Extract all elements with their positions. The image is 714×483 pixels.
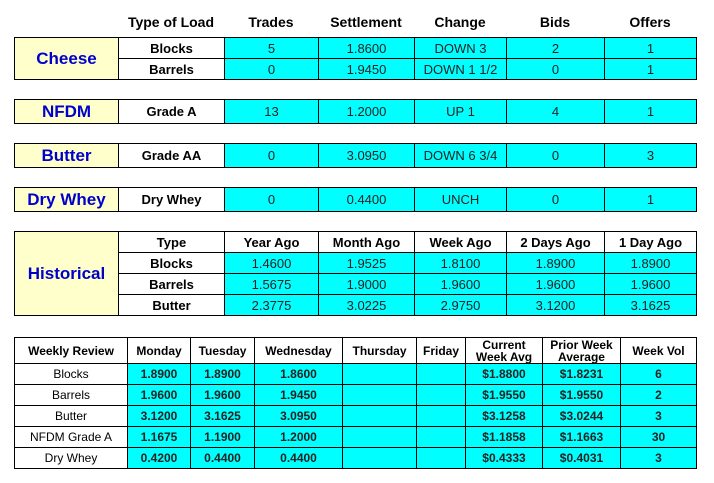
weekly-col-monday: Monday	[128, 338, 191, 364]
weekly-cell: $1.8800	[466, 364, 543, 385]
historical-col-type: Type	[119, 232, 225, 253]
weekly-cell	[343, 364, 417, 385]
weekly-cell: 1.9600	[128, 385, 191, 406]
nfdm-bids: 4	[507, 100, 605, 124]
weekly-cell	[343, 406, 417, 427]
historical-cell: 1.9000	[319, 274, 415, 295]
weekly-cell: $0.4031	[543, 448, 621, 469]
butter-type: Grade AA	[119, 144, 225, 168]
historical-butter-type: Butter	[119, 295, 225, 316]
cheese-blocks-type: Blocks	[119, 38, 225, 59]
weekly-cell: $1.9550	[543, 385, 621, 406]
historical-cell: 3.1200	[507, 295, 605, 316]
cheese-blocks-offers: 1	[605, 38, 697, 59]
weekly-cell: 3	[621, 448, 697, 469]
weekly-cell: 1.1675	[128, 427, 191, 448]
weekly-cell	[417, 364, 466, 385]
weekly-cell: $1.8231	[543, 364, 621, 385]
weekly-cell: $0.4333	[466, 448, 543, 469]
weekly-cell: 1.9450	[255, 385, 343, 406]
weekly-cell: 1.9600	[191, 385, 255, 406]
header-offers: Offers	[629, 14, 671, 30]
weekly-cell: 0.4200	[128, 448, 191, 469]
weekly-col-prior-week-average: Prior Week Average	[543, 338, 621, 364]
cheese-barrels-trades: 0	[225, 59, 319, 80]
whey-type: Dry Whey	[119, 188, 225, 212]
historical-barrels-type: Barrels	[119, 274, 225, 295]
weekly-cell: 3.0950	[255, 406, 343, 427]
weekly-col-thursday: Thursday	[343, 338, 417, 364]
cheese-blocks-change: DOWN 3	[415, 38, 507, 59]
nfdm-settlement: 1.2000	[319, 100, 415, 124]
nfdm-label: NFDM	[15, 100, 119, 124]
nfdm-trades: 13	[225, 100, 319, 124]
header-settlement: Settlement	[330, 14, 402, 30]
weekly-cell: 0.4400	[191, 448, 255, 469]
historical-col-year-ago: Year Ago	[225, 232, 319, 253]
header-bids: Bids	[539, 14, 571, 30]
weekly-cell	[343, 385, 417, 406]
weekly-cell	[343, 427, 417, 448]
cheese-blocks-bids: 2	[507, 38, 605, 59]
whey-offers: 1	[605, 188, 697, 212]
weekly-col-friday: Friday	[417, 338, 466, 364]
whey-trades: 0	[225, 188, 319, 212]
header-type-of-load: Type of Load	[127, 14, 215, 30]
header-change: Change	[434, 14, 486, 30]
weekly-cell: 30	[621, 427, 697, 448]
historical-col-2-days-ago: 2 Days Ago	[507, 232, 605, 253]
weekly-cell: $1.1858	[466, 427, 543, 448]
butter-bids: 0	[507, 144, 605, 168]
weekly-cell	[417, 385, 466, 406]
nfdm-type: Grade A	[119, 100, 225, 124]
header-trades: Trades	[248, 14, 294, 30]
weekly-row-label: Butter	[15, 406, 128, 427]
historical-col-month-ago: Month Ago	[319, 232, 415, 253]
weekly-col-tuesday: Tuesday	[191, 338, 255, 364]
butter-trades: 0	[225, 144, 319, 168]
cheese-blocks-trades: 5	[225, 38, 319, 59]
cheese-blocks-settlement: 1.8600	[319, 38, 415, 59]
weekly-cell	[417, 406, 466, 427]
butter-settlement: 3.0950	[319, 144, 415, 168]
weekly-col-wednesday: Wednesday	[255, 338, 343, 364]
nfdm-offers: 1	[605, 100, 697, 124]
weekly-row-label: Dry Whey	[15, 448, 128, 469]
nfdm-change: UP 1	[415, 100, 507, 124]
weekly-cell: 3.1625	[191, 406, 255, 427]
weekly-cell: 1.8900	[128, 364, 191, 385]
weekly-cell: $3.1258	[466, 406, 543, 427]
historical-col-1-day-ago: 1 Day Ago	[605, 232, 697, 253]
cheese-table	[14, 37, 697, 80]
weekly-col-current-week-avg: Current Week Avg	[466, 338, 543, 364]
historical-cell: 1.9600	[507, 274, 605, 295]
weekly-cell	[417, 448, 466, 469]
weekly-col-week-vol: Week Vol	[621, 338, 697, 364]
weekly-cell: 1.8600	[255, 364, 343, 385]
whey-settlement: 0.4400	[319, 188, 415, 212]
weekly-cell: 2	[621, 385, 697, 406]
cheese-barrels-settlement: 1.9450	[319, 59, 415, 80]
weekly-cell: 3.1200	[128, 406, 191, 427]
whey-bids: 0	[507, 188, 605, 212]
historical-cell: 1.4600	[225, 253, 319, 274]
historical-cell: 1.8900	[507, 253, 605, 274]
whey-table	[14, 187, 697, 212]
historical-cell: 1.5675	[225, 274, 319, 295]
cheese-barrels-bids: 0	[507, 59, 605, 80]
historical-cell: 2.3775	[225, 295, 319, 316]
weekly-cell: 1.1900	[191, 427, 255, 448]
butter-change: DOWN 6 3/4	[415, 144, 507, 168]
weekly-cell	[417, 427, 466, 448]
historical-label: Historical	[15, 232, 119, 316]
historical-cell: 1.8100	[415, 253, 507, 274]
weekly-row-label: Blocks	[15, 364, 128, 385]
cheese-barrels-change: DOWN 1 1/2	[415, 59, 507, 80]
butter-label: Butter	[15, 144, 119, 168]
butter-offers: 3	[605, 144, 697, 168]
historical-cell: 1.9600	[605, 274, 697, 295]
historical-table	[14, 231, 697, 316]
weekly-row-label: Barrels	[15, 385, 128, 406]
historical-col-week-ago: Week Ago	[415, 232, 507, 253]
historical-cell: 2.9750	[415, 295, 507, 316]
historical-cell: 1.9600	[415, 274, 507, 295]
whey-change: UNCH	[415, 188, 507, 212]
weekly-cell: 6	[621, 364, 697, 385]
weekly-cell: 1.2000	[255, 427, 343, 448]
historical-cell: 3.1625	[605, 295, 697, 316]
cheese-barrels-offers: 1	[605, 59, 697, 80]
historical-cell: 1.8900	[605, 253, 697, 274]
weekly-cell	[343, 448, 417, 469]
whey-label: Dry Whey	[15, 188, 119, 212]
weekly-cell: $1.9550	[466, 385, 543, 406]
weekly-cell: 0.4400	[255, 448, 343, 469]
butter-table	[14, 143, 697, 168]
weekly-col-review: Weekly Review	[15, 338, 128, 364]
weekly-cell: 1.8900	[191, 364, 255, 385]
cheese-label: Cheese	[15, 38, 119, 80]
historical-blocks-type: Blocks	[119, 253, 225, 274]
historical-cell: 1.9525	[319, 253, 415, 274]
weekly-cell: $3.0244	[543, 406, 621, 427]
nfdm-table	[14, 99, 697, 124]
cheese-barrels-type: Barrels	[119, 59, 225, 80]
weekly-cell: $1.1663	[543, 427, 621, 448]
weekly-cell: 3	[621, 406, 697, 427]
weekly-row-label: NFDM Grade A	[15, 427, 128, 448]
weekly-review-table	[14, 337, 697, 469]
historical-cell: 3.0225	[319, 295, 415, 316]
